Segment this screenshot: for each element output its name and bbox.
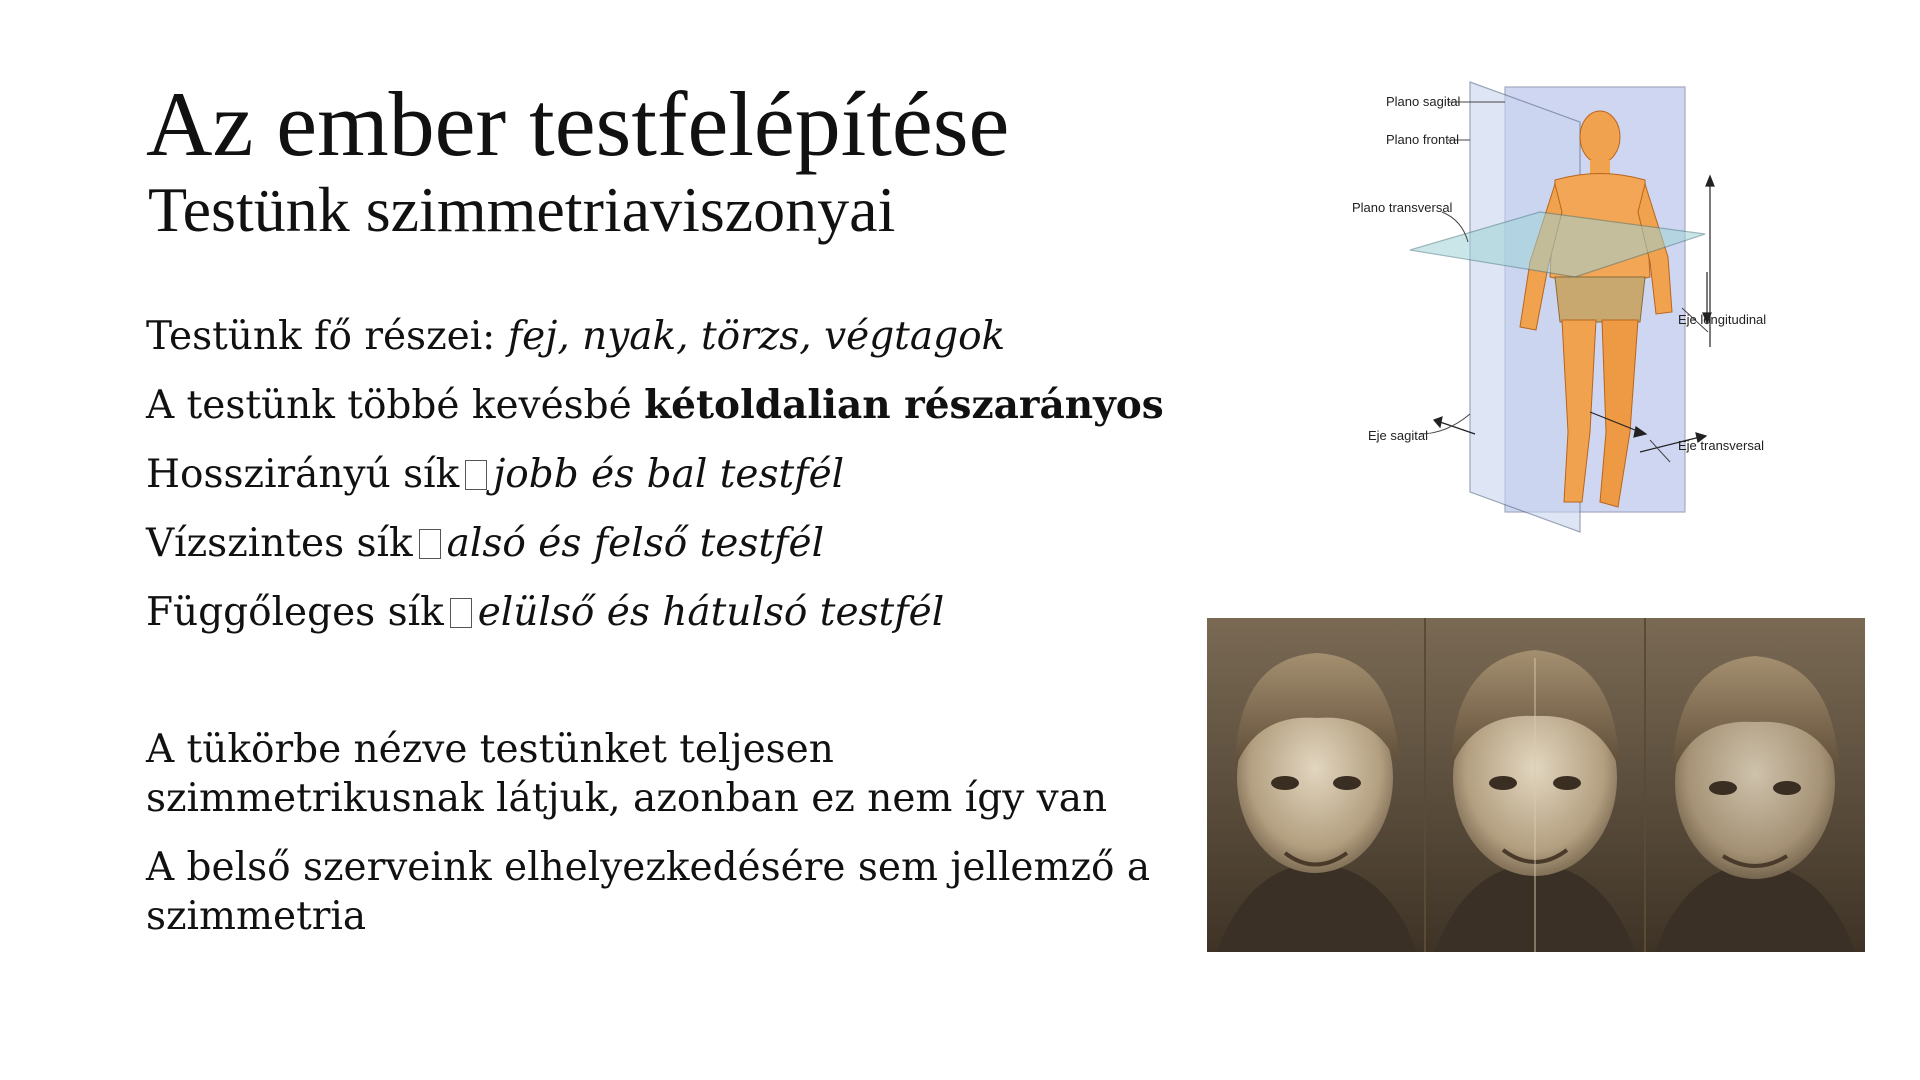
frontal-plane-desc: elülső és hátulsó testfél bbox=[477, 590, 945, 635]
paragraph-bilateral bbox=[146, 381, 1166, 430]
paragraph-horizontal-plane bbox=[146, 519, 1166, 568]
label-plano-sagital: Plano sagital bbox=[1386, 94, 1461, 109]
frontal-plane-label: Függőleges sík bbox=[146, 590, 444, 635]
paragraph-sagittal-plane bbox=[146, 450, 1166, 499]
sagittal-plane-desc: jobb és bal testfél bbox=[493, 452, 845, 497]
main-parts-label: Testünk fő részei: bbox=[146, 314, 496, 359]
sagittal-plane-label: Hosszirányú sík bbox=[146, 452, 460, 497]
bilateral-emphasis: kétoldalian részarányos bbox=[644, 382, 1164, 428]
main-parts-list: fej, nyak, törzs, végtagok bbox=[507, 314, 1006, 359]
missing-glyph-box-icon bbox=[419, 529, 441, 559]
missing-glyph-box-icon bbox=[465, 460, 487, 490]
body-text bbox=[146, 312, 1166, 961]
slide-title: Az ember testfelépítése bbox=[146, 73, 1010, 175]
paragraph-frontal-plane bbox=[146, 588, 1166, 637]
label-eje-longitudinal: Eje longitudinal bbox=[1678, 312, 1767, 327]
face-symmetry-photo bbox=[1207, 618, 1865, 952]
label-eje-transversal: Eje transversal bbox=[1678, 438, 1764, 453]
bilateral-label: A testünk többé kevésbé bbox=[146, 383, 632, 428]
label-eje-sagital: Eje sagital bbox=[1368, 428, 1428, 443]
anatomical-planes-diagram bbox=[1350, 62, 1780, 542]
label-plano-transversal: Plano transversal bbox=[1352, 200, 1453, 215]
label-plano-frontal: Plano frontal bbox=[1386, 132, 1459, 147]
missing-glyph-box-icon bbox=[450, 598, 472, 628]
paragraph-internal-organs: A belső szerveink elhelyezkedésére sem jellemző a szimmetria bbox=[146, 845, 1151, 939]
paragraph-mirror: A tükörbe nézve testünket teljesen szimmetrikusnak látjuk, azonban ez nem így van bbox=[146, 727, 1108, 821]
horizontal-plane-desc: alsó és felső testfél bbox=[446, 521, 825, 566]
slide-subtitle: Testünk szimmetriaviszonyai bbox=[148, 174, 896, 245]
paragraph-main-parts bbox=[146, 312, 1166, 361]
horizontal-plane-label: Vízszintes sík bbox=[146, 521, 413, 566]
